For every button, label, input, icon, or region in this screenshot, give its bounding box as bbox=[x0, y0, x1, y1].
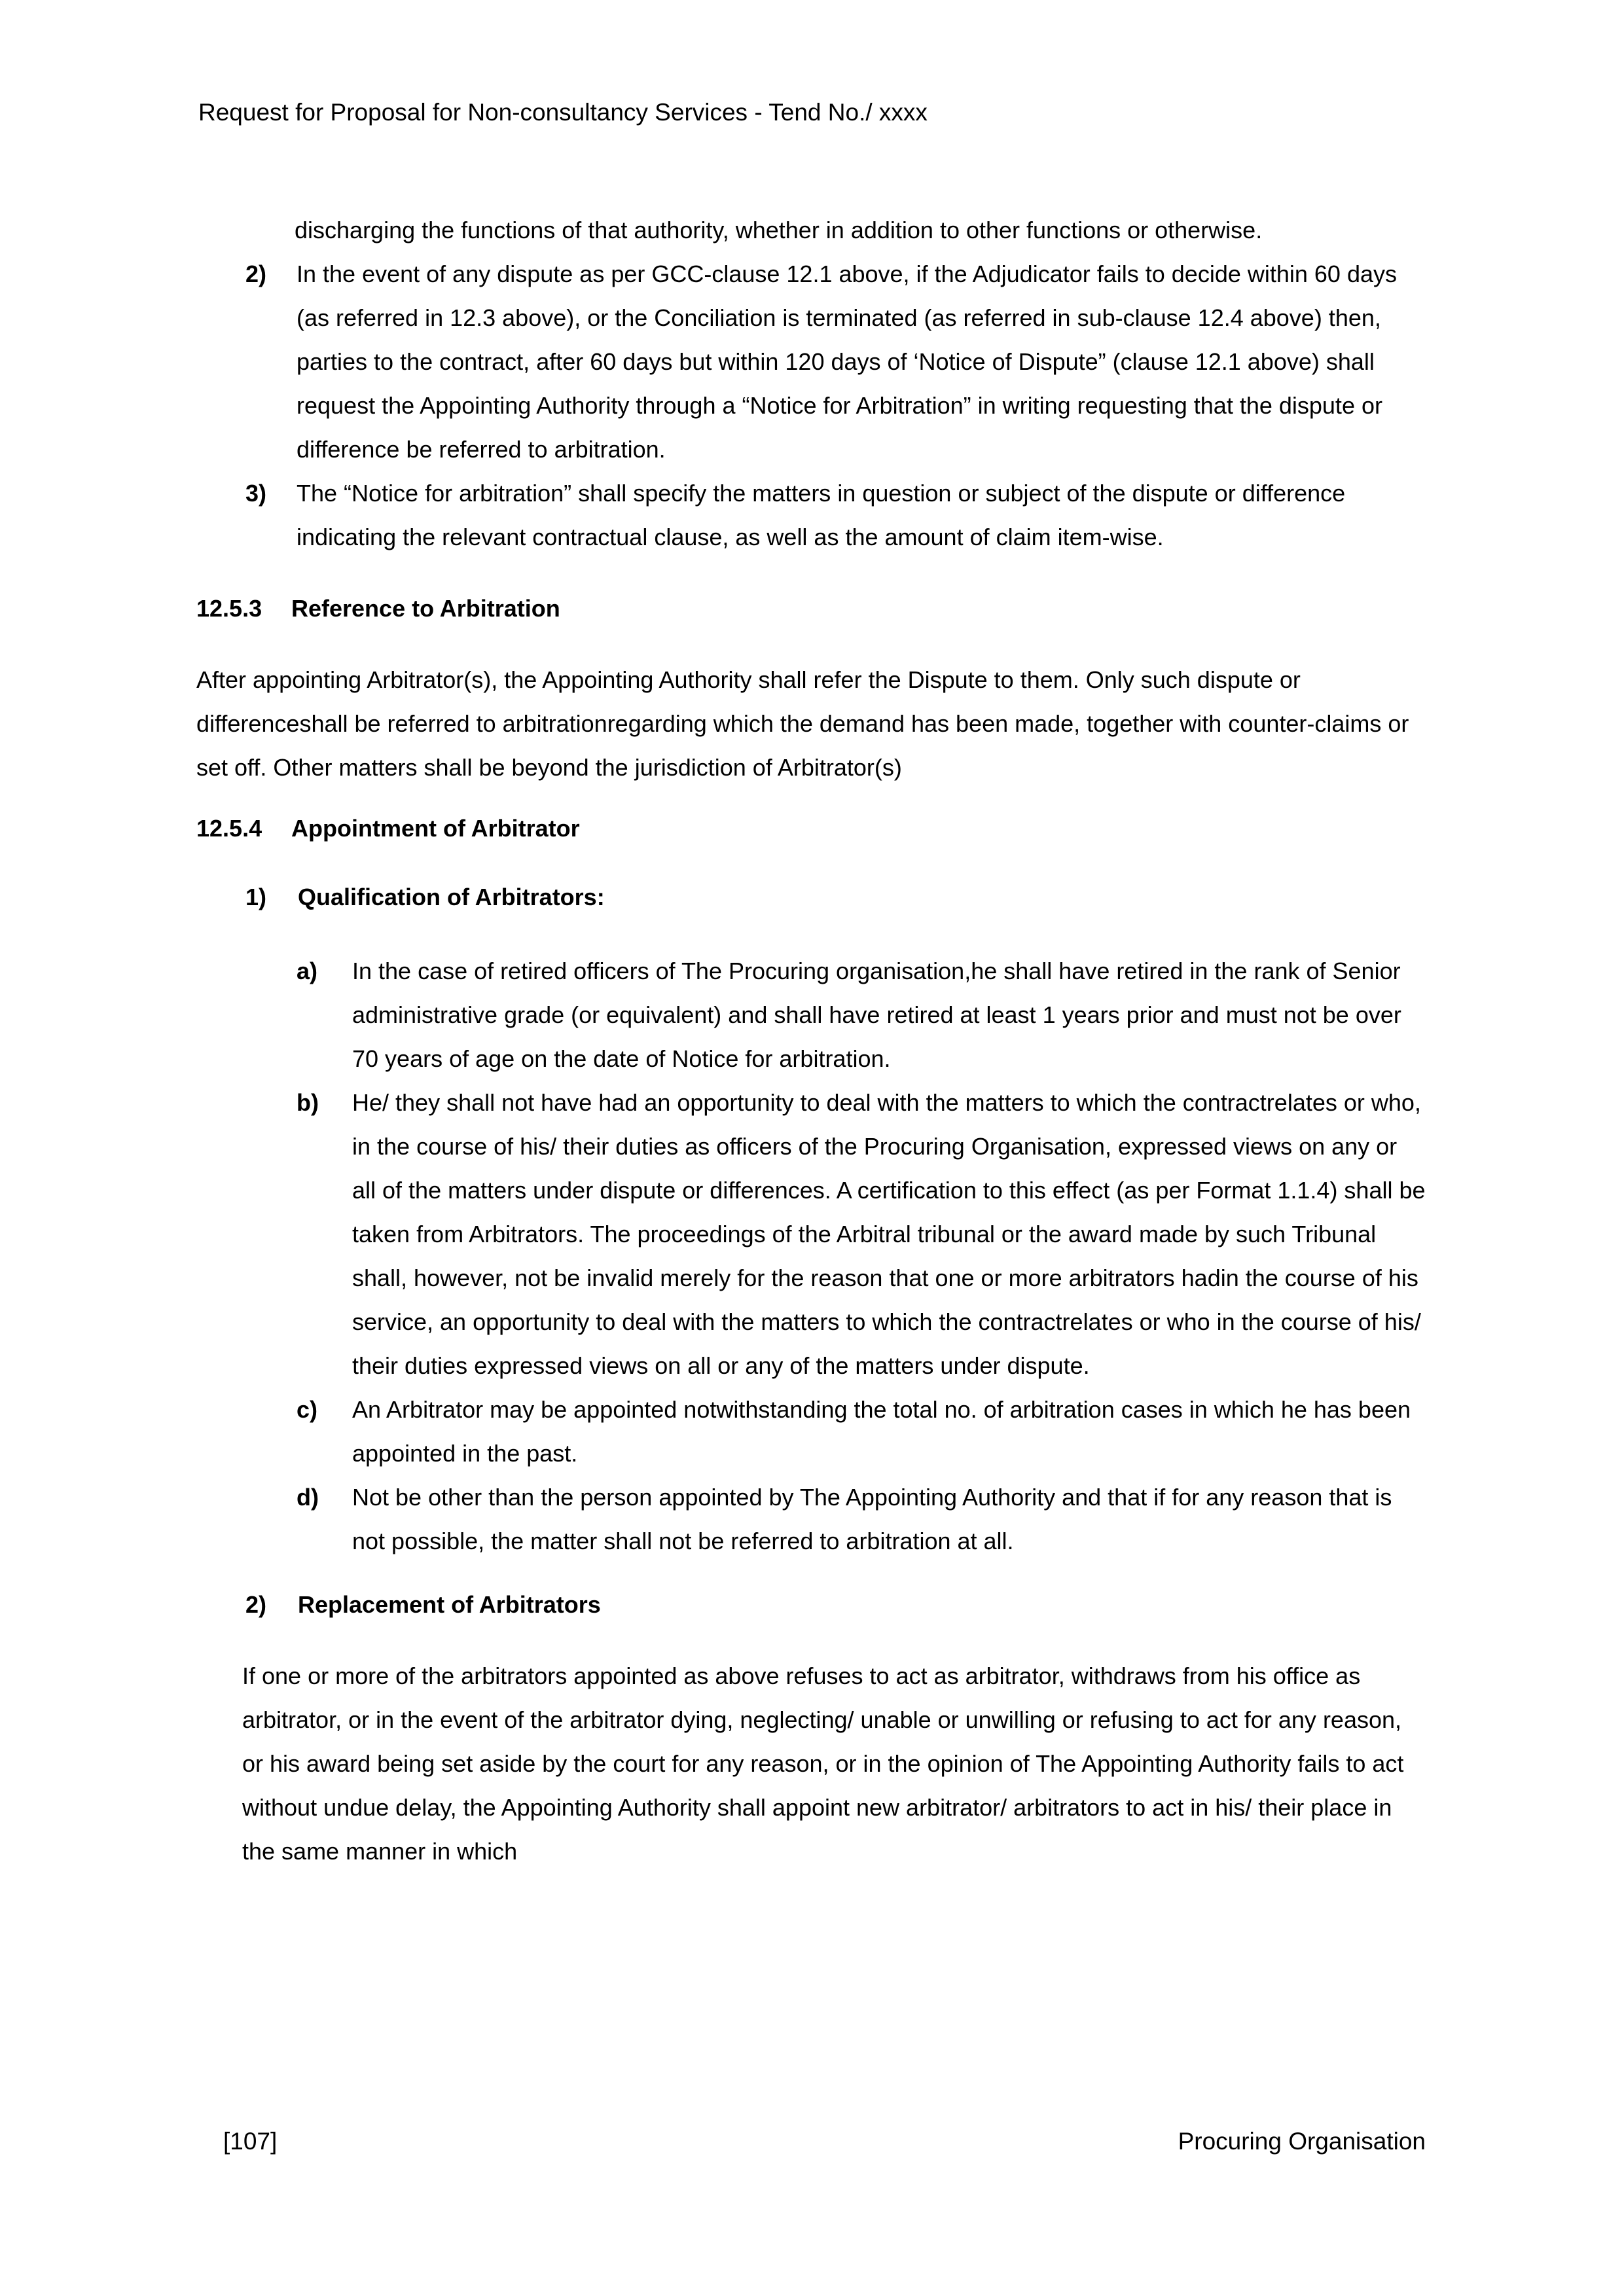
page-header bbox=[198, 97, 928, 128]
section-title: Appointment of Arbitrator bbox=[291, 815, 580, 842]
subheading-label: 1) bbox=[245, 884, 267, 910]
subheading-qualification bbox=[196, 875, 1426, 919]
footer-page-number: [107] bbox=[223, 2128, 278, 2155]
lettered-item-label: a) bbox=[297, 958, 318, 984]
section-heading-1254 bbox=[196, 806, 1426, 850]
subheading-label: 2) bbox=[245, 1591, 267, 1618]
lettered-item-b bbox=[196, 1081, 1426, 1388]
lettered-item-d bbox=[196, 1475, 1426, 1563]
subheading-title: Replacement of Arbitrators bbox=[298, 1591, 601, 1618]
lettered-item-text: In the case of retired officers of The Procuring organisation,he shall have retired in the rank of Senior administrative grade (or equivalent) and shall have retired at least 1 years prior and must not be over 70 years of age on the date of Notice for arbitration. bbox=[352, 958, 1401, 1072]
numbered-item-label: 2) bbox=[245, 260, 267, 287]
page-footer bbox=[196, 2126, 1426, 2157]
paragraph-replacement: If one or more of the arbitrators appointed as above refuses to act as arbitrator, withdraws from his office as arbitrator, or in the event of the arbitrator dying, neglecting/ unable or unwilling or refusing to act for any reason, or his award being set aside by the court for any reason, or in the opinion of The Appointing Authority fails to act without undue delay, the Appointing Authority shall appoint new arbitrator/ arbitrators to act in his/ their place in the same manner in which bbox=[242, 1662, 1404, 1865]
footer-organisation: Procuring Organisation bbox=[1178, 2128, 1426, 2155]
header-title: Request for Proposal for Non-consultancy Services - Tend No./ xxxx bbox=[198, 99, 928, 126]
numbered-item-label: 3) bbox=[245, 480, 267, 507]
lettered-item-label: b) bbox=[297, 1089, 319, 1116]
section-number: 12.5.4 bbox=[196, 815, 262, 842]
numbered-item-2 bbox=[196, 252, 1429, 471]
page-body bbox=[196, 208, 1426, 1873]
section-number: 12.5.3 bbox=[196, 595, 262, 622]
numbered-item-3 bbox=[196, 471, 1429, 559]
subheading-title: Qualification of Arbitrators: bbox=[298, 884, 605, 910]
lettered-item-text: An Arbitrator may be appointed notwithstanding the total no. of arbitration cases in which he has been appointed in the past. bbox=[352, 1396, 1411, 1467]
numbered-item-text: The “Notice for arbitration” shall specify the matters in question or subject of the dispute or difference indicating the relevant contractual clause, as well as the amount of claim item-wise. bbox=[297, 480, 1346, 550]
section-title: Reference to Arbitration bbox=[291, 595, 560, 622]
paragraph-reference-to-arbitration: After appointing Arbitrator(s), the Appointing Authority shall refer the Dispute to them. Only such dispute or differenceshall be referred to arbitrationregarding which the demand has been made, together with counter-claims or set off. Other matters shall be beyond the jurisdiction of Arbitrator(s) bbox=[196, 666, 1409, 781]
lettered-item-label: d) bbox=[297, 1484, 319, 1511]
lettered-item-a bbox=[196, 949, 1426, 1081]
lettered-item-text: Not be other than the person appointed by The Appointing Authority and that if for any reason that is not possible, the matter shall not be referred to arbitration at all. bbox=[352, 1484, 1392, 1554]
lettered-item-text: He/ they shall not have had an opportunity to deal with the matters to which the contractrelates or who, in the course of his/ their duties as officers of the Procuring Organisation, expressed views on any or all of the matters under dispute or differences. A certification to this effect (as per Format 1.1.4) shall be taken from Arbitrators. The proceedings of the Arbitral tribunal or the award made by such Tribunal shall, however, not be invalid merely for the reason that one or more arbitrators hadin the course of his service, an opportunity to deal with the matters to which the contractrelates or who in the course of his/ their duties expressed views on all or any of the matters under dispute. bbox=[352, 1089, 1426, 1379]
lettered-item-c bbox=[196, 1388, 1426, 1475]
numbered-item-text: In the event of any dispute as per GCC-clause 12.1 above, if the Adjudicator fails to decide within 60 days (as referred in 12.3 above), or the Conciliation is terminated (as referred in sub-clause 12.4 above) then, parties to the contract, after 60 days but within 120 days of ‘Notice of Dispute” (clause 12.1 above) shall request the Appointing Authority through a “Notice for Arbitration” in writing requesting that the dispute or difference be referred to arbitration. bbox=[297, 260, 1397, 463]
paragraph-continuation: discharging the functions of that authority, whether in addition to other functions or otherwise. bbox=[295, 217, 1263, 243]
subheading-replacement bbox=[196, 1583, 1426, 1626]
section-heading-1253 bbox=[196, 586, 1426, 630]
qualification-list bbox=[196, 949, 1426, 1563]
lettered-item-label: c) bbox=[297, 1396, 318, 1423]
